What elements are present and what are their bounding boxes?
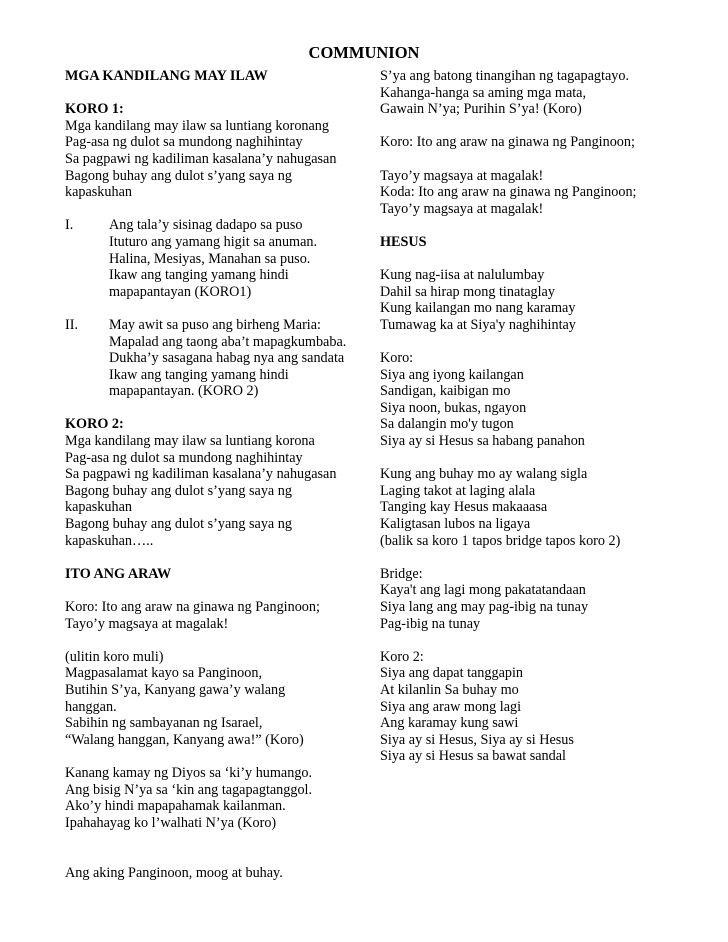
- line-text: Laging takot at laging alala: [380, 482, 536, 499]
- text-line: [65, 267, 365, 284]
- text-line: [380, 134, 700, 151]
- line-text: Magpasalamat kayo sa Panginoon,: [65, 665, 263, 682]
- line-text: Ituturo ang yamang higit sa anuman.: [109, 233, 318, 250]
- text-line: [380, 118, 700, 135]
- line-text: Sa dalangin mo'y tugon: [380, 416, 514, 433]
- text-line: [380, 184, 700, 201]
- line-text: hanggan.: [65, 698, 117, 715]
- line-text: Kanang kamay ng Diyos sa ‘ki’y humango.: [65, 764, 313, 781]
- line-text: “Walang hanggan, Kanyang awa!” (Koro): [65, 731, 304, 748]
- line-text: Mga kandilang may ilaw sa luntiang koronang: [65, 117, 329, 134]
- text-line: [380, 101, 700, 118]
- line-text: Koro:: [380, 350, 414, 367]
- text-line: [65, 549, 365, 566]
- left-column: [65, 68, 365, 881]
- text-line: [380, 267, 700, 284]
- line-text: Gawain N’ya; Purihin S’ya! (Koro): [380, 101, 582, 118]
- line-text: kapaskuhan…..: [65, 532, 154, 549]
- text-line: [65, 184, 365, 201]
- line-text: Kung ang buhay mo ay walang sigla: [380, 466, 588, 483]
- text-line: [380, 616, 700, 633]
- line-text: kapaskuhan: [65, 499, 132, 516]
- text-line: [65, 85, 365, 102]
- line-text: KORO 2:: [65, 416, 124, 433]
- text-line: [65, 234, 365, 251]
- section-heading: [65, 68, 365, 85]
- line-text: Sabihin ng sambayanan ng Isarael,: [65, 715, 263, 732]
- section-heading: [65, 416, 365, 433]
- text-line: [380, 699, 700, 716]
- text-line: [380, 599, 700, 616]
- text-line: [380, 334, 700, 351]
- text-line: [380, 300, 700, 317]
- text-line: [65, 699, 365, 716]
- text-line: [65, 433, 365, 450]
- text-line: [380, 582, 700, 599]
- text-line: [380, 682, 700, 699]
- line-text: Koda: Ito ang araw na ginawa ng Panginoon;: [380, 184, 637, 201]
- verse-number: II.: [65, 316, 78, 333]
- line-text: Ang aking Panginoon, moog at buhay.: [65, 864, 283, 881]
- line-text: Pag-asa ng dulot sa mundong naghihintay: [65, 449, 303, 466]
- text-line: [65, 748, 365, 765]
- text-line: [380, 649, 700, 666]
- line-text: Kung kailangan mo nang karamay: [380, 300, 576, 317]
- line-text: Dukha’y sasagana habag nya ang sandata: [109, 350, 345, 367]
- line-text: Koro 2:: [380, 648, 424, 665]
- text-line: [65, 201, 365, 218]
- text-line: [65, 383, 365, 400]
- line-text: Siya noon, bukas, ngayon: [380, 399, 527, 416]
- text-line: [380, 516, 700, 533]
- line-text: KORO 1:: [65, 101, 124, 118]
- line-text: Kaya't ang lagi mong pakatatandaan: [380, 582, 586, 599]
- line-text: Bagong buhay ang dulot s’yang saya ng: [65, 516, 292, 533]
- text-line: [65, 765, 365, 782]
- line-text: Sa pagpawi ng kadiliman kasalana’y nahugasan: [65, 466, 337, 483]
- line-text: Ako’y hindi mapapahamak kailanman.: [65, 798, 286, 815]
- text-line: [65, 533, 365, 550]
- line-text: Bagong buhay ang dulot s’yang saya ng: [65, 167, 292, 184]
- text-line: [380, 433, 700, 450]
- text-line: [65, 865, 365, 882]
- text-line: [65, 798, 365, 815]
- text-line: [65, 317, 365, 334]
- text-line: [65, 815, 365, 832]
- page-title: [0, 43, 728, 63]
- line-text: Sandigan, kaibigan mo: [380, 383, 511, 400]
- text-line: [65, 367, 365, 384]
- line-text: kapaskuhan: [65, 184, 132, 201]
- line-text: mapapantayan. (KORO 2): [109, 383, 259, 400]
- line-text: (ulitin koro muli): [65, 648, 164, 665]
- line-text: Koro: Ito ang araw na ginawa ng Panginoon;: [380, 134, 635, 151]
- line-text: Butihin S’ya, Kanyang gawa’y walang: [65, 681, 286, 698]
- text-line: [380, 168, 700, 185]
- text-line: [65, 134, 365, 151]
- text-line: [65, 616, 365, 633]
- text-line: [65, 665, 365, 682]
- text-line: [65, 516, 365, 533]
- text-line: [65, 217, 365, 234]
- text-line: [65, 168, 365, 185]
- text-line: [380, 217, 700, 234]
- text-line: [380, 499, 700, 516]
- text-line: [380, 732, 700, 749]
- line-text: S’ya ang batong tinangihan ng tagapagtayo.: [380, 68, 630, 84]
- text-line: [65, 334, 365, 351]
- text-line: [380, 450, 700, 467]
- line-text: Siya ang iyong kailangan: [380, 366, 524, 383]
- text-line: [65, 483, 365, 500]
- line-text: Kung nag-iisa at nalulumbay: [380, 267, 545, 284]
- line-text: Tayo’y magsaya at magalak!: [65, 615, 229, 632]
- text-line: [380, 400, 700, 417]
- text-line: [380, 748, 700, 765]
- line-text: Siya lang ang may pag-ibig na tunay: [380, 599, 589, 615]
- text-line: [380, 466, 700, 483]
- line-text: Kaligtasan lubos na ligaya: [380, 516, 531, 533]
- text-line: [65, 118, 365, 135]
- line-text: MGA KANDILANG MAY ILAW: [65, 68, 268, 84]
- text-line: [380, 201, 700, 218]
- line-text: Sa pagpawi ng kadiliman kasalana’y nahugasan: [65, 150, 337, 167]
- line-text: Ang bisig N’ya sa ‘kin ang tagapagtanggol.: [65, 781, 313, 798]
- verse-number: I.: [65, 217, 74, 234]
- line-text: Pag-ibig na tunay: [380, 615, 481, 632]
- right-column: [380, 68, 700, 765]
- text-line: [65, 715, 365, 732]
- text-line: [65, 151, 365, 168]
- text-line: [65, 848, 365, 865]
- line-text: Mapalad ang taong aba’t mapagkumbaba.: [109, 333, 347, 350]
- line-text: At kilanlin Sa buhay mo: [380, 681, 519, 698]
- line-text: Tanging kay Hesus makaaasa: [380, 499, 548, 516]
- text-line: [65, 782, 365, 799]
- line-text: mapapantayan (KORO1): [109, 283, 252, 300]
- line-text: Mga kandilang may ilaw sa luntiang korona: [65, 433, 315, 450]
- line-text: May awit sa puso ang birheng Maria:: [109, 316, 321, 333]
- line-text: Siya ay si Hesus, Siya ay si Hesus: [380, 731, 574, 748]
- text-line: [380, 367, 700, 384]
- line-text: Ikaw ang tanging yamang hindi: [109, 267, 289, 284]
- text-line: [65, 599, 365, 616]
- line-text: Siya ang araw mong lagi: [380, 698, 522, 715]
- text-line: [65, 300, 365, 317]
- line-text: ITO ANG ARAW: [65, 565, 172, 582]
- line-text: Ikaw ang tanging yamang hindi: [109, 366, 289, 383]
- text-line: [65, 732, 365, 749]
- line-text: Ang karamay kung sawi: [380, 715, 519, 732]
- text-line: [65, 466, 365, 483]
- text-line: [65, 350, 365, 367]
- line-text: Koro: Ito ang araw na ginawa ng Panginoon;: [65, 599, 320, 615]
- text-line: [65, 450, 365, 467]
- line-text: HESUS: [380, 233, 427, 250]
- text-line: [380, 665, 700, 682]
- text-line: [65, 251, 365, 268]
- text-line: [65, 400, 365, 417]
- text-line: [380, 533, 700, 550]
- line-text: Siya ay si Hesus sa bawat sandal: [380, 748, 566, 765]
- text-line: [380, 549, 700, 566]
- section-heading: [65, 101, 365, 118]
- text-line: [380, 566, 700, 583]
- text-line: [65, 831, 365, 848]
- line-text: Siya ay si Hesus sa habang panahon: [380, 433, 585, 450]
- text-line: [380, 284, 700, 301]
- text-line: [65, 682, 365, 699]
- line-text: Ipahahayag ko l’walhati N’ya (Koro): [65, 814, 277, 831]
- text-line: [380, 350, 700, 367]
- text-line: [380, 85, 700, 102]
- text-line: [380, 383, 700, 400]
- text-line: [65, 649, 365, 666]
- line-text: Siya ang dapat tanggapin: [380, 665, 524, 682]
- line-text: Ang tala’y sisinag dadapo sa puso: [109, 217, 303, 234]
- text-line: [380, 68, 700, 85]
- line-text: Tayo’y magsaya at magalak!: [380, 167, 544, 184]
- line-text: Bridge:: [380, 565, 423, 582]
- line-text: (balik sa koro 1 tapos bridge tapos koro 2): [380, 532, 621, 549]
- line-text: Pag-asa ng dulot sa mundong naghihintay: [65, 134, 303, 151]
- text-line: [380, 632, 700, 649]
- line-text: Bagong buhay ang dulot s’yang saya ng: [65, 482, 292, 499]
- text-line: [65, 284, 365, 301]
- text-line: [380, 483, 700, 500]
- text-line: [380, 151, 700, 168]
- line-text: Dahil sa hirap mong tinataglay: [380, 283, 555, 300]
- line-text: Tayo’y magsaya at magalak!: [380, 200, 544, 217]
- page-title-text: COMMUNION: [308, 43, 420, 62]
- text-line: [65, 582, 365, 599]
- line-text: Tumawag ka at Siya'y naghihintay: [380, 316, 576, 333]
- text-line: [380, 715, 700, 732]
- section-heading: [65, 566, 365, 583]
- section-heading: [380, 234, 700, 251]
- text-line: [380, 317, 700, 334]
- line-text: Kahanga-hanga sa aming mga mata,: [380, 84, 587, 101]
- text-line: [380, 416, 700, 433]
- text-line: [380, 251, 700, 268]
- line-text: Halina, Mesiyas, Manahan sa puso.: [109, 250, 311, 267]
- text-line: [65, 499, 365, 516]
- text-line: [65, 632, 365, 649]
